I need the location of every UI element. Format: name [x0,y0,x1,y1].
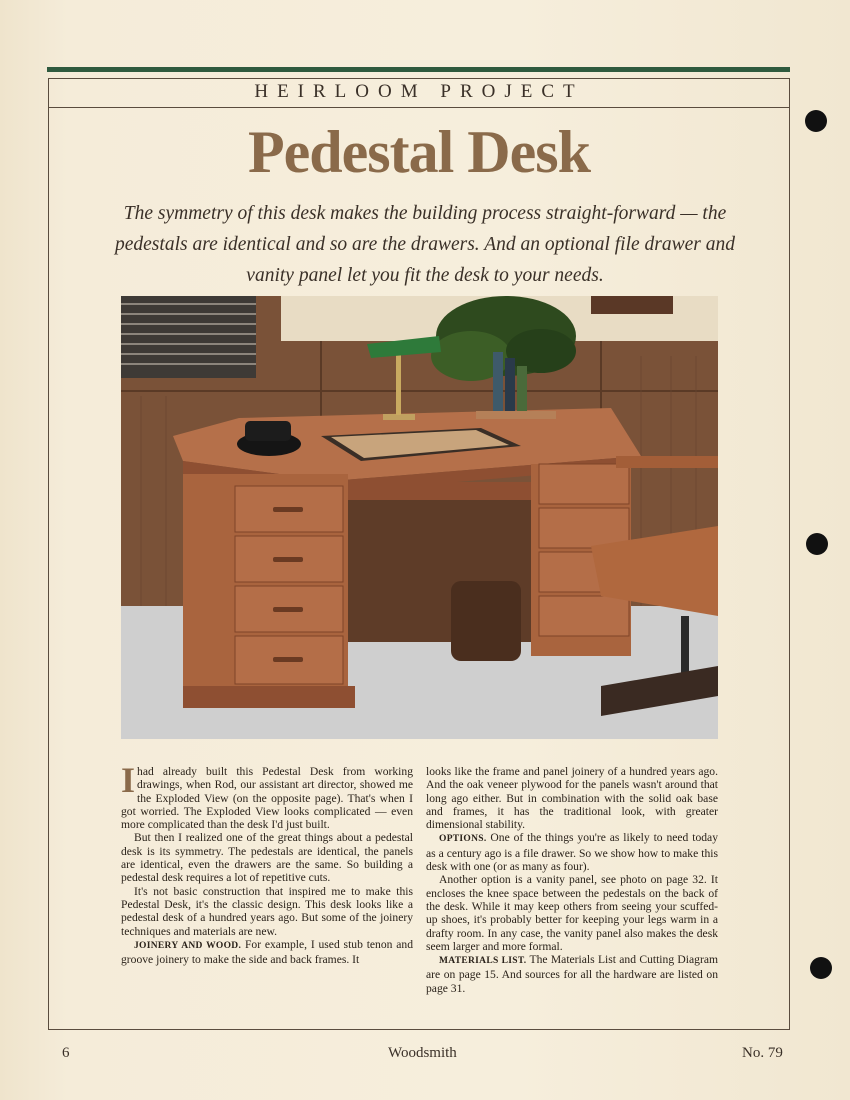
paragraph-text: One of the things you're as likely to need today as a century ago is a file drawer. So we show how to make this desk with one (or as many as four). [426,831,718,874]
pedestal-desk-photo [121,296,718,739]
article-column-left [121,760,413,967]
top-green-rule [47,67,790,72]
binder-hole [805,110,827,132]
paragraph: It's not basic construction that inspired me to make this Pedestal Desk, it's the classic design. This desk looks like a pedestal desk of a hundred years ago. But some of the joinery techniques and materials are new. [121,884,413,938]
paragraph-text: The Materials List and Cutting Diagram are on page 15. And sources for all the hardware are listed on page 31. [426,953,718,995]
paragraph [426,831,718,873]
publication-name: Woodsmith [388,1045,457,1061]
article-title: Pedestal Desk [248,119,590,185]
article-column-right [426,765,718,995]
drop-cap: I [121,760,136,800]
page-number: 6 [62,1045,70,1061]
paragraph-text: For example, I used stub tenon and groove joinery to make the side and back frames. It [121,937,413,967]
paragraph-text: had already built this Pedestal Desk from working drawings, when Rod, our assistant art director, showed me the Exploded View (on the opposite page). That's when I got worried. The Exploded View looks complicated — even more complicated than the desk I'd just built. [121,765,413,832]
paragraph: But then I realized one of the great things about a pedestal desk is its symmetry. The pedestals are identical, the panels are identical, even the drawers are the same. So building a pedestal desk requires a lot of repetitive cuts. [121,831,413,885]
section-kicker: HEIRLOOM PROJECT [254,81,584,102]
issue-number: No. 79 [742,1045,783,1061]
paragraph: looks like the frame and panel joinery of a hundred years ago. And the oak veneer plywood for the panels wasn't around that long ago either. But in combination with the solid oak base and frames, it has the traditional look, with greater dimensional stability. [426,765,718,832]
run-in-head: JOINERY AND WOOD. [134,940,242,951]
paragraph [121,938,413,967]
binder-hole [810,957,832,979]
kicker-divider [48,107,790,108]
run-in-head: OPTIONS. [439,834,487,845]
paragraph: Another option is a vanity panel, see photo on page 32. It encloses the knee space between the pedestals on the back of the desk. While it may keep others from seeing your scuffed-up shoes, it's probably better for keeping your legs warm in a drafty room. In any case, the vanity panel also makes the desk seem larger and more formal. [426,873,718,953]
article-deck: The symmetry of this desk makes the building process straight-forward — the pedestals are identical and so are the drawers. And an optional file drawer and vanity panel let you fit the desk to your needs. [115,203,735,286]
run-in-head: MATERIALS LIST. [439,956,527,967]
binder-hole [806,533,828,555]
paragraph [426,953,718,995]
paragraph [121,760,413,832]
